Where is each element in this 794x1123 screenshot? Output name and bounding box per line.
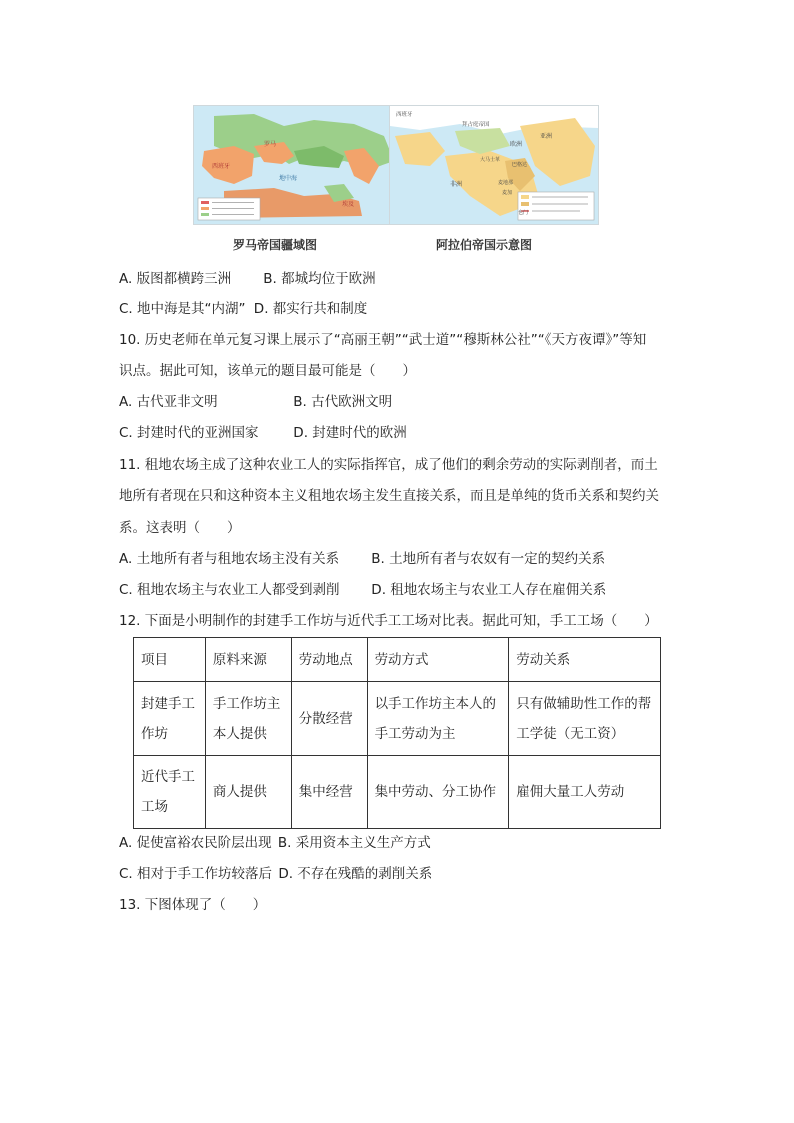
table-cell: 近代手工工场: [134, 756, 206, 829]
table-header-cell: 劳动地点: [291, 638, 367, 682]
q12-option-a: A. 促使富裕农民阶层出现: [119, 835, 272, 851]
svg-text:亚洲: 亚洲: [540, 133, 553, 140]
table-header-cell: 劳动方式: [367, 638, 509, 682]
q11-option-d: D. 租地农场主与农业工人存在雇佣关系: [371, 582, 607, 598]
svg-text:欧洲: 欧洲: [510, 141, 523, 148]
q9-option-a: A. 版图都横跨三洲: [119, 271, 232, 287]
table-header-cell: 项目: [134, 638, 206, 682]
table-cell: 以手工作坊主本人的手工劳动为主: [367, 682, 509, 756]
q11-options-row1: [119, 550, 605, 568]
table-cell: 手工作坊主本人提供: [205, 682, 291, 756]
q10-option-a: A. 古代亚非文明: [119, 394, 218, 410]
svg-text:巴格达: 巴格达: [512, 162, 528, 168]
q12-option-d: D. 不存在残酷的剥削关系: [278, 866, 433, 882]
q12-options-row2: [119, 865, 432, 883]
q10-option-b: B. 古代欧洲文明: [293, 394, 393, 410]
table-cell: 分散经营: [291, 682, 367, 756]
svg-text:地中海: 地中海: [279, 175, 298, 182]
table-cell: 集中经营: [291, 756, 367, 829]
q9-option-b: B. 都城均位于欧洲: [263, 271, 376, 287]
q11-options-row2: [119, 581, 606, 599]
svg-text:也门: 也门: [518, 210, 529, 216]
q10-option-c: C. 封建时代的亚洲国家: [119, 425, 259, 441]
table-header-cell: 原料来源: [205, 638, 291, 682]
roman-map-illustration: [194, 106, 402, 224]
q11-option-a: A. 土地所有者与租地农场主没有关系: [119, 551, 340, 567]
table-header-cell: 劳动关系: [509, 638, 661, 682]
svg-text:非洲: 非洲: [450, 181, 463, 188]
q10-option-d: D. 封建时代的欧洲: [293, 425, 407, 441]
q9-option-d: D. 都实行共和制度: [253, 301, 368, 317]
q11-option-c: C. 租地农场主与农业工人都受到剥削: [119, 582, 340, 598]
roman-map-caption: 罗马帝国疆域图: [233, 238, 318, 252]
arab-map-illustration: [390, 106, 598, 224]
q10-stem-line2: 识点。据此可知，该单元的题目最可能是（ ）: [119, 363, 416, 379]
svg-text:大马士革: 大马士革: [480, 157, 501, 163]
q9-options-row1: [119, 270, 376, 288]
q12-stem: 12. 下面是小明制作的封建手工作坊与近代手工工场对比表。据此可知，手工工场（ ）: [119, 613, 658, 629]
table-row: [134, 682, 661, 756]
svg-text:罗马: 罗马: [264, 141, 277, 148]
q11-stem-line2: 地所有者现在只和这种资本主义租地农场主发生直接关系，而且是单纯的货币关系和契约关: [119, 488, 659, 504]
q11-stem-line1: 11. 租地农场主成了这种农业工人的实际指挥官，成了他们的剩余劳动的实际剥削者，而土: [119, 457, 658, 473]
roman-empire-map: [193, 105, 403, 225]
svg-text:埃及: 埃及: [342, 201, 355, 208]
comparison-table: [133, 637, 661, 829]
svg-text:拜占庭帝国: 拜占庭帝国: [462, 122, 490, 128]
q10-stem-line1: 10. 历史老师在单元复习课上展示了“高丽王朝”“武士道”“穆斯林公社”“《天方夜谭》”等知: [119, 332, 647, 348]
arab-empire-map: [389, 105, 599, 225]
q12-option-c: C. 相对于手工作坊较落后: [119, 866, 273, 882]
table-row: [134, 756, 661, 829]
q13-stem: 13. 下图体现了（ ）: [119, 897, 267, 913]
q10-options-row1: [119, 393, 392, 411]
table-cell: 雇佣大量工人劳动: [509, 756, 661, 829]
svg-text:麦加: 麦加: [502, 190, 513, 196]
table-cell: 商人提供: [205, 756, 291, 829]
q11-option-b: B. 土地所有者与农奴有一定的契约关系: [371, 551, 606, 567]
q12-option-b: B. 采用资本主义生产方式: [277, 835, 431, 851]
table-cell: 集中劳动、分工协作: [367, 756, 509, 829]
q10-options-row2: [119, 424, 407, 442]
table-header-row: [134, 638, 661, 682]
q9-options-row2: [119, 300, 367, 318]
table-cell: 封建手工作坊: [134, 682, 206, 756]
svg-text:西班牙: 西班牙: [396, 112, 413, 118]
q11-stem-line3: 系。这表明（ ）: [119, 520, 241, 536]
svg-text:西班牙: 西班牙: [212, 163, 231, 170]
svg-text:麦地那: 麦地那: [498, 180, 514, 186]
arab-map-caption: 阿拉伯帝国示意图: [436, 238, 533, 252]
q9-option-c: C. 地中海是其“内湖”: [119, 301, 246, 317]
table-cell: 只有做辅助性工作的帮工学徒（无工资）: [509, 682, 661, 756]
q12-options-row1: [119, 834, 431, 852]
